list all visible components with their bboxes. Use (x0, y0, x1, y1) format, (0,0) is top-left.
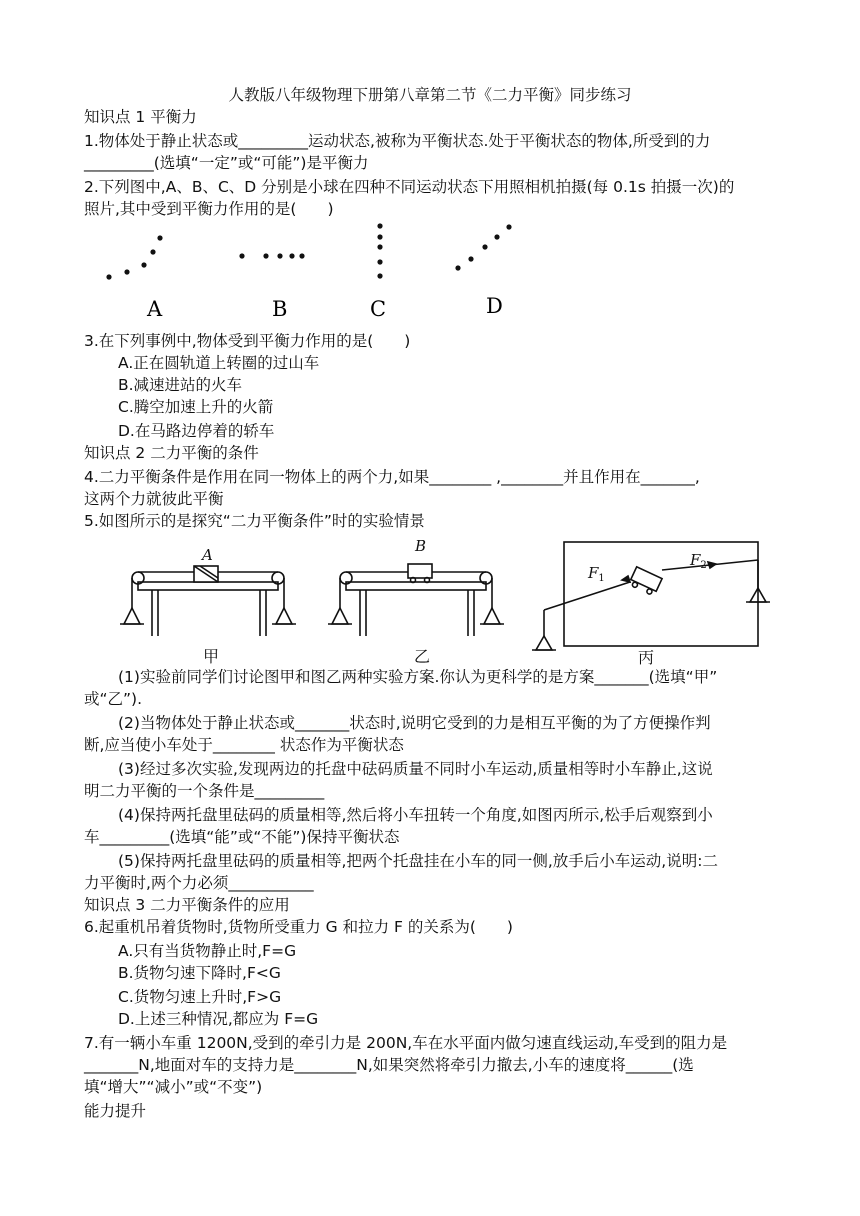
section-heading-ability: 能力提升 (84, 1102, 147, 1120)
question-5-part-2-line-1: (2)当物体处于静止状态或_______状态时,说明它受到的力是相互平衡的为了方便操作判 (118, 714, 711, 732)
label-object-b: B (415, 537, 427, 555)
question-3-option-b: B.减速进站的火车 (118, 376, 243, 394)
label-b: B (272, 297, 288, 321)
experiment-figure (118, 532, 778, 667)
label-jia: 甲 (203, 647, 220, 666)
section-heading-1: 知识点 1 平衡力 (84, 108, 197, 126)
label-d: D (486, 294, 503, 318)
question-7-line-1: 7.有一辆小车重 1200N,受到的牵引力是 200N,车在水平面内做匀速直线运动,车受到的阻力是 (84, 1034, 728, 1052)
setup-jia (120, 546, 296, 666)
question-6-option-c: C.货物匀速上升时,F>G (118, 988, 282, 1006)
question-5-part-3-line-1: (3)经过多次实验,发现两边的托盘中砝码质量不同时小车运动,质量相等时小车静止,这说 (118, 760, 713, 778)
question-1-line-2: _________(选填“一定”或“可能”)是平衡力 (84, 154, 369, 172)
question-5-part-2-line-2: 断,应当使小车处于________ 状态作为平衡状态 (84, 736, 404, 754)
section-heading-3: 知识点 3 二力平衡条件的应用 (84, 896, 290, 914)
question-6-option-d: D.上述三种情况,都应为 F=G (118, 1010, 319, 1028)
question-7-line-3: 填“增大”“减小”或“不变”) (84, 1078, 263, 1096)
label-force-1: $F_1$ (588, 564, 605, 584)
question-2-line-1: 2.下列图中,A、B、C、D 分别是小球在四种不同运动状态下用照相机拍摄(每 0.1s 拍摄一次)的 (84, 178, 735, 196)
question-2-line-2: 照片,其中受到平衡力作用的是( ) (84, 200, 334, 218)
label-c: C (370, 297, 387, 321)
question-4-line-1: 4.二力平衡条件是作用在同一物体上的两个力,如果________ ,________并且作用在_______, (84, 468, 700, 486)
page-title: 人教版八年级物理下册第八章第二节《二力平衡》同步练习 (228, 86, 632, 104)
question-1-line-1: 1.物体处于静止状态或_________运动状态,被称为平衡状态.处于平衡状态的物体,所受到的力 (84, 132, 711, 150)
ball-dots-c (377, 223, 382, 278)
section-heading-2: 知识点 2 二力平衡的条件 (84, 444, 259, 462)
question-5-part-5-line-1: (5)保持两托盘里砝码的质量相等,把两个托盘挂在小车的同一侧,放手后小车运动,说明:二 (118, 852, 718, 870)
question-5-stem: 5.如图所示的是探究“二力平衡条件”时的实验情景 (84, 512, 425, 530)
label-yi: 乙 (414, 647, 431, 666)
question-7-line-2: _______N,地面对车的支持力是________N,如果突然将牵引力撤去,小车的速度将______(选 (84, 1056, 694, 1074)
label-a: A (147, 297, 163, 321)
ball-dots-d (455, 224, 511, 270)
question-3-stem: 3.在下列事例中,物体受到平衡力作用的是( ) (84, 332, 411, 350)
question-6-stem: 6.起重机吊着货物时,货物所受重力 G 和拉力 F 的关系为( ) (84, 918, 513, 936)
question-4-line-2: 这两个力就彼此平衡 (84, 490, 224, 508)
question-5-part-5-line-2: 力平衡时,两个力必须___________ (84, 874, 314, 892)
question-3-option-c: C.腾空加速上升的火箭 (118, 398, 274, 416)
question-5-part-3-line-2: 明二力平衡的一个条件是_________ (84, 782, 325, 800)
ball-dots-a (106, 235, 162, 279)
setup-bing (532, 542, 770, 667)
label-force-2: $F_2$ (690, 551, 707, 571)
ball-dots-b (239, 253, 304, 258)
strobe-photo-figure (90, 220, 530, 325)
question-5-part-1-line-2: 或“乙”). (84, 690, 143, 708)
question-6-option-b: B.货物匀速下降时,F<G (118, 964, 281, 982)
label-bing: 丙 (638, 648, 655, 667)
question-3-option-a: A.正在圆轨道上转圈的过山车 (118, 354, 320, 372)
question-5-part-1-line-1: (1)实验前同学们讨论图甲和图乙两种实验方案.你认为更科学的是方案_______(选填“甲” (118, 668, 718, 686)
question-3-option-d: D.在马路边停着的轿车 (118, 422, 275, 440)
question-5-part-4-line-1: (4)保持两托盘里砝码的质量相等,然后将小车扭转一个角度,如图丙所示,松手后观察到小 (118, 806, 713, 824)
question-5-part-4-line-2: 车_________(选填“能”或“不能”)保持平衡状态 (84, 828, 400, 846)
label-object-a: A (202, 546, 213, 564)
question-6-option-a: A.只有当货物静止时,F=G (118, 942, 297, 960)
setup-yi (328, 537, 504, 666)
